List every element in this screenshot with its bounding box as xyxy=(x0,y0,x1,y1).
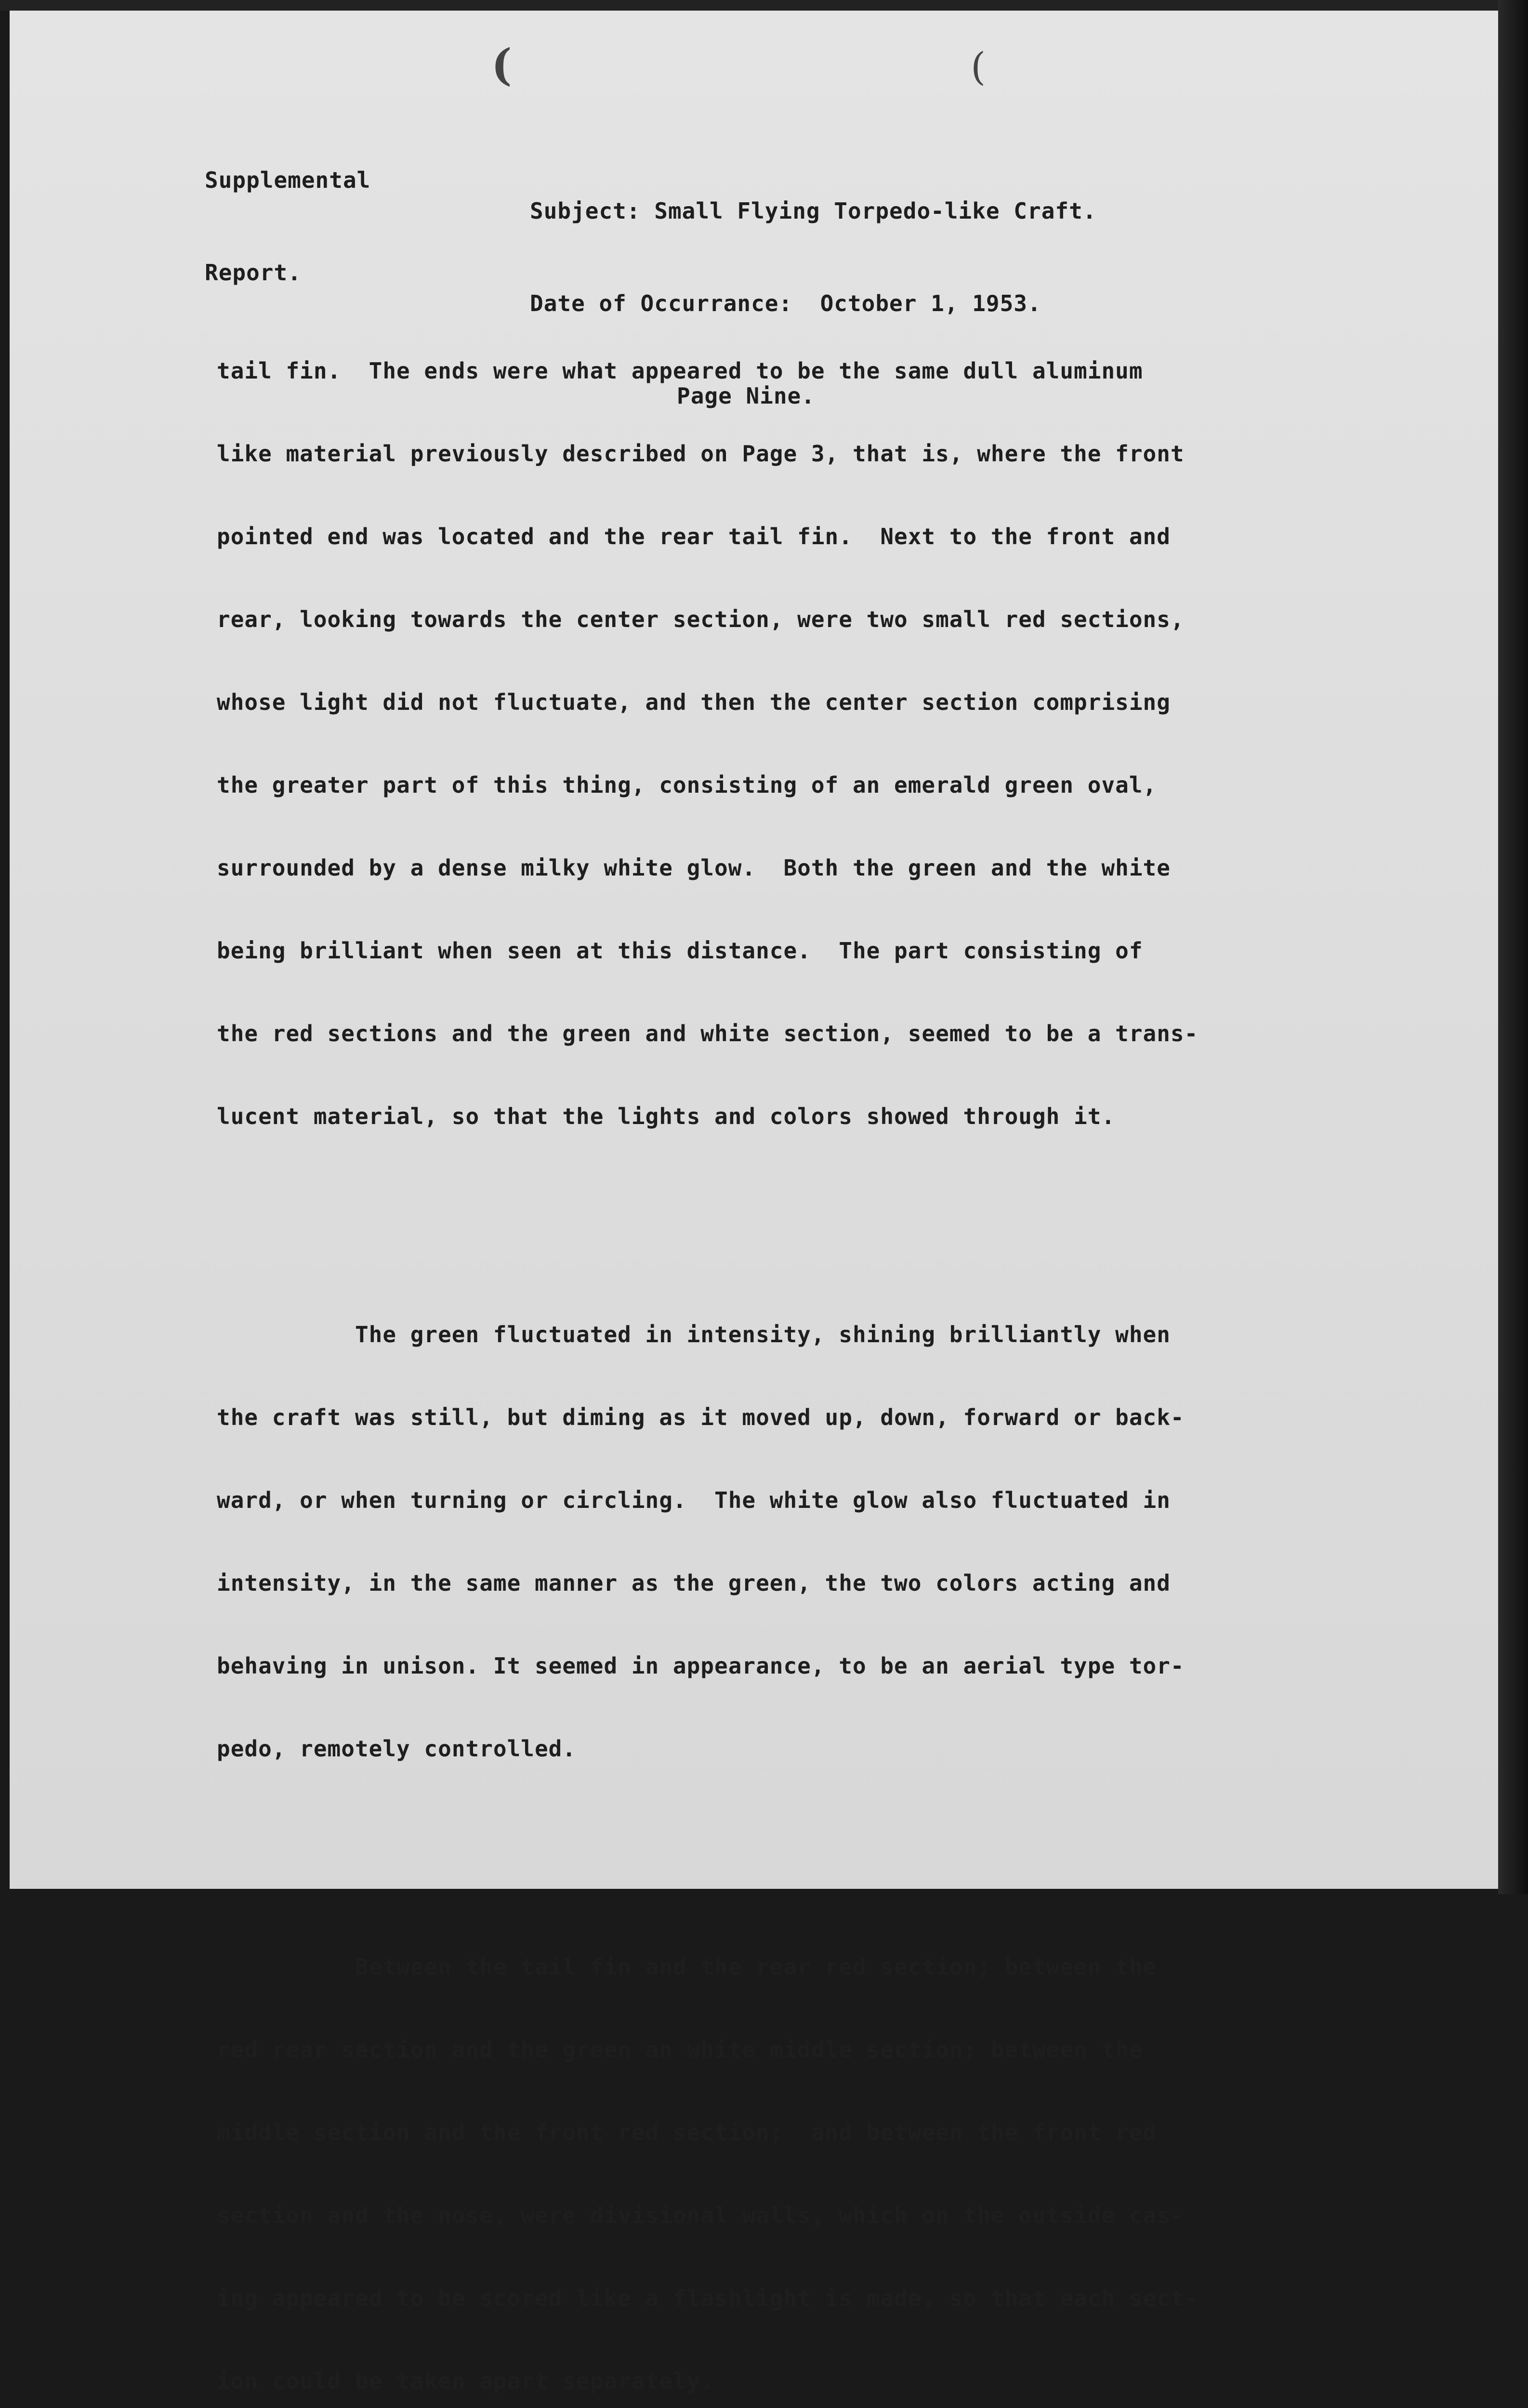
page-number-line: Page Nine. xyxy=(677,383,815,409)
text-line: surrounded by a dense milky white glow. Both the green and the white xyxy=(217,855,1171,881)
text-line: Between the tail fin and the rear red section; between the xyxy=(217,1954,1157,1980)
report-body xyxy=(217,251,1469,2408)
paren-mark-left: ( xyxy=(491,39,512,91)
text-line: being brilliant when seen at this distance. The part consisting of xyxy=(217,938,1143,964)
scan-top-edge xyxy=(0,0,1528,11)
date-of-occurrence-line: Date of Occurrance: October 1, 1953. xyxy=(530,290,1041,316)
text-line: intensity, in the same manner as the green, the two colors acting and xyxy=(217,1570,1171,1596)
paragraph-2 xyxy=(217,1267,1469,1816)
text-line: like material previously described on Page 3, that is, where the front xyxy=(217,441,1185,467)
text-line: red rear section and the green an white middle section; between the xyxy=(217,2037,1143,2063)
text-line: lucent material, so that the lights and colors showed through it. xyxy=(217,1103,1116,1129)
text-line: the greater part of this thing, consisting of an emerald green oval, xyxy=(217,772,1157,798)
subject-line: Subject: Small Flying Torpedo-like Craft. xyxy=(530,198,1097,224)
text-line: pointed end was located and the rear tail fin. Next to the front and xyxy=(217,523,1171,550)
text-line: whose light did not fluctuate, and then the center section comprising xyxy=(217,689,1171,715)
text-line: pedo, remotely controlled. xyxy=(217,1736,577,1762)
document-page xyxy=(10,11,1498,2394)
paren-mark-right: ( xyxy=(971,44,986,89)
report-type-line-2: Report. xyxy=(205,260,302,286)
report-type-line-1: Supplemental xyxy=(205,167,371,193)
text-line: behaving in unison. It seemed in appearance, to be an aerial type tor- xyxy=(217,1653,1185,1679)
scan-right-edge xyxy=(1498,0,1528,1894)
text-line: the red sections and the green and white section, seemed to be a trans- xyxy=(217,1021,1199,1047)
text-line: ion could be taken apart separately. xyxy=(217,2368,714,2394)
text-line: tail fin. The ends were what appeared to be the same dull aluminum xyxy=(217,358,1143,384)
text-line: the craft was still, but diming as it moved up, down, forward or back- xyxy=(217,1404,1185,1430)
text-line: rear, looking towards the center section, were two small red sections, xyxy=(217,606,1185,632)
text-line: ward, or when turning or circling. The white glow also fluctuated in xyxy=(217,1487,1171,1513)
text-line: middle section and the front red section; and between the front red xyxy=(217,2120,1157,2146)
text-line: ing appeared to be scored like a flashlight is made, so that each sect- xyxy=(217,2285,1199,2311)
text-line: section and the nose, were divisional walls, which on the outside cas- xyxy=(217,2202,1185,2228)
paragraph-1 xyxy=(217,303,1469,1184)
paragraph-3 xyxy=(217,1899,1469,2408)
text-line: The green fluctuated in intensity, shining brilliantly when xyxy=(217,1322,1171,1348)
